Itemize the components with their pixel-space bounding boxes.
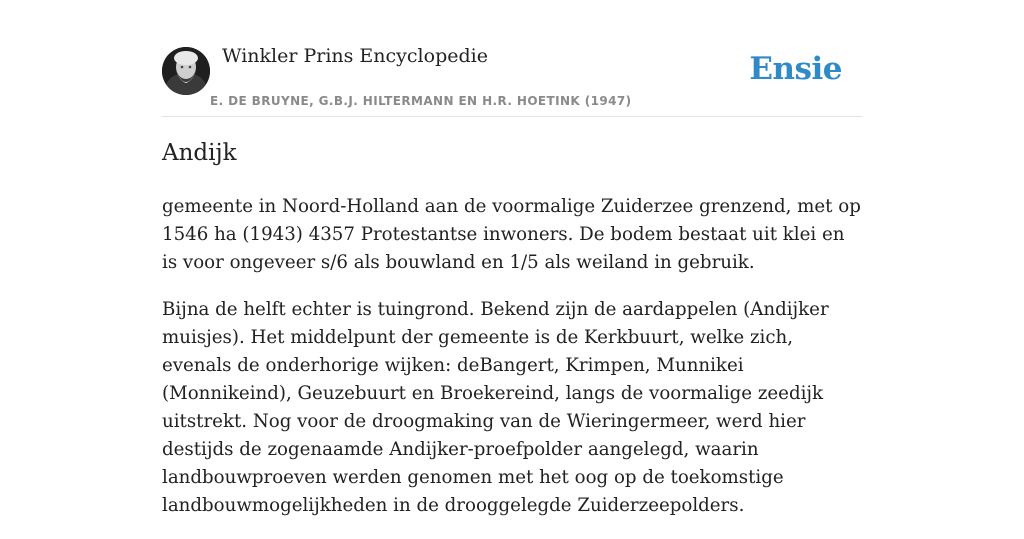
paragraph: Bijna de helft echter is tuingrond. Bekend zijn de aardappelen (Andijker muisjes). Het middelpunt der gemeente is de Kerkbuurt, welke zich, evenals de onderhorige wijken: deBangert, Krimpen, Munnikei (Monnikeind), Geuzebuurt en Broekereind, langs de voormalige zeedijk uitstrekt. Nog voor de droogmaking van de Wieringermeer, werd hier destijds de zogenaamde Andijker-proefpolder aangelegd, waarin landbouwproeven werden genomen met het oog op de toekomstige landbouwmogelijkheden in de drooggelegde Zuiderzeepolders. — [162, 299, 829, 516]
entry-title: Andijk — [162, 140, 237, 166]
book-header — [162, 0, 862, 117]
entry-body — [162, 193, 862, 539]
authors-line: E. DE BRUYNE, G.B.J. HILTERMANN EN H.R. HOETINK (1947) — [210, 94, 632, 108]
author-avatar[interactable] — [162, 47, 210, 95]
ensie-logo[interactable]: Ensie — [749, 51, 842, 87]
paragraph: gemeente in Noord-Holland aan de voormalige Zuiderzee grenzend, met op 1546 ha (1943) 4357 Protestantse inwoners. De bodem bestaat uit klei en is voor ongeveer s/6 als bouwland en 1/5 als weiland in gebruik. — [162, 196, 861, 273]
portrait-icon — [162, 47, 210, 95]
page-content — [162, 0, 862, 516]
book-title[interactable]: Winkler Prins Encyclopedie — [222, 45, 488, 67]
